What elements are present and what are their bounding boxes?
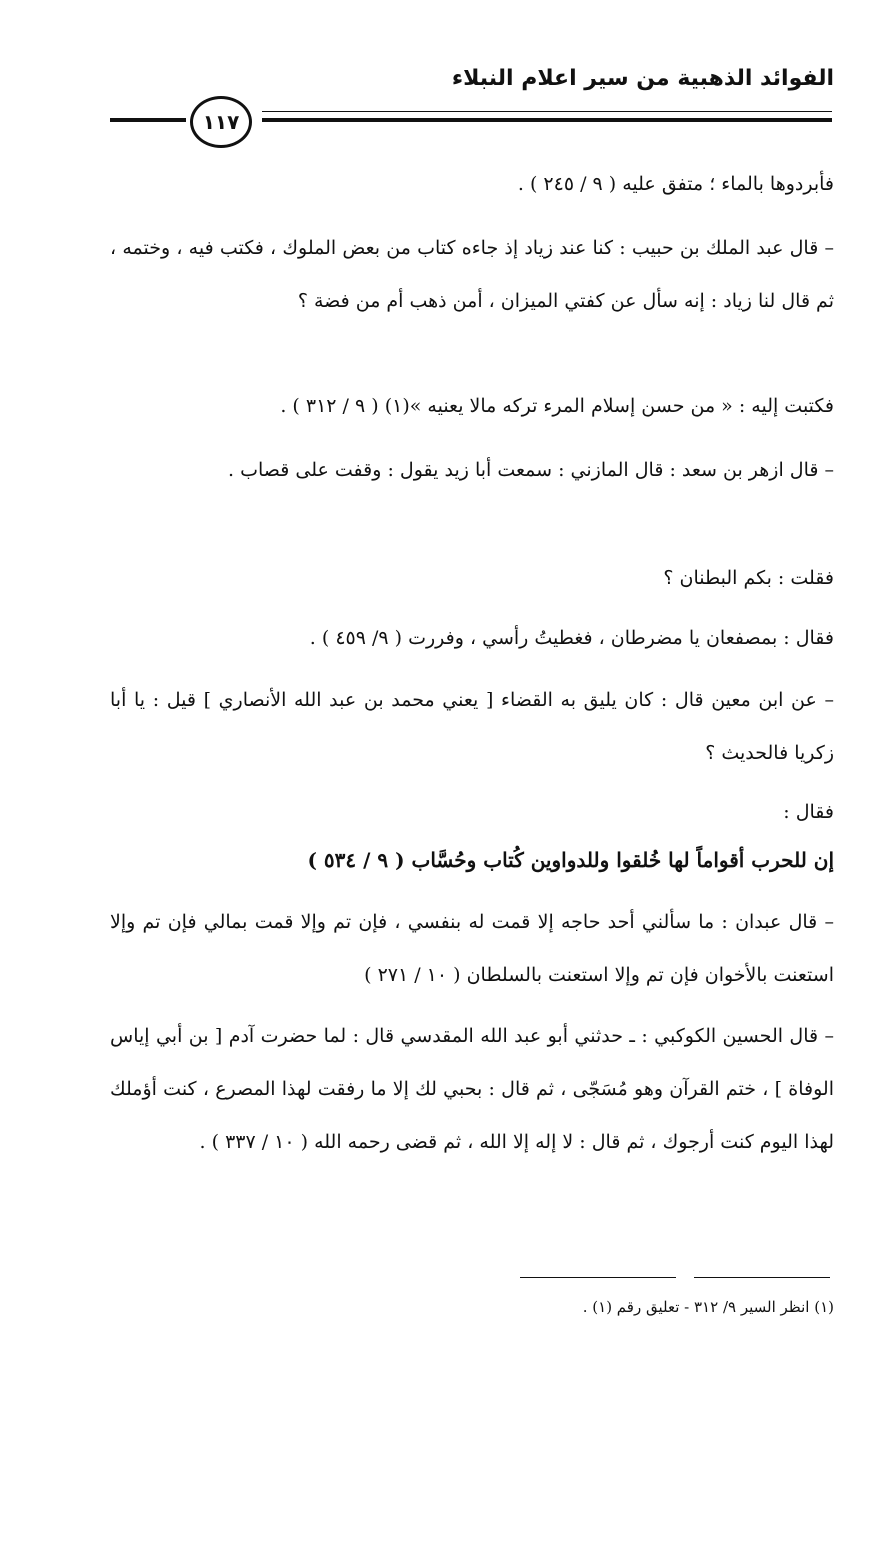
footnote: (١) انظر السير ٩/ ٣١٢ - تعليق رقم (١) . [582, 1298, 834, 1316]
paragraph-1: فأبردوها بالماء ؛ متفق عليه ( ٩ / ٢٤٥ ) . [517, 173, 834, 195]
paragraph-8: فقال : [783, 801, 834, 823]
paragraph-7: – عن ابن معين قال : كان يليق به القضاء [ يعني محمد بن عبد الله الأنصاري ] قيل : يا أبا زكريا فالحديث ؟ [110, 689, 834, 764]
paragraph-5: فقلت : بكم البطنان ؟ [663, 567, 834, 589]
paragraph-4: – قال ازهر بن سعد : قال المازني : سمعت أبا زيد يقول : وقفت على قصاب . [228, 459, 834, 481]
header-rule-right [262, 118, 832, 122]
page-number: ١١٧ [190, 96, 252, 148]
paragraph-3: فكتبت إليه : « من حسن إسلام المرء تركه مالا يعنيه »(١) ( ٩ / ٣١٢ ) . [280, 395, 834, 417]
running-header-title: الفوائد الذهبية من سير اعلام النبلاء [451, 66, 834, 91]
footnote-rule-right [694, 1277, 830, 1278]
footnote-rule-left [520, 1277, 676, 1278]
header-rule-thin [262, 111, 832, 112]
paragraph-10: – قال الحسين الكوكبي : ـ حدثني أبو عبد الله المقدسي قال : لما حضرت آدم [ بن أبي إياس الوفاة ] ، ختم القرآن وهو مُسَجّى ، ثم قال : بحبي لك إلا ما رفقت لهذا المصرع ، كنت أؤملك لهذا اليوم كنت أرجوك ، ثم قال : لا إله إلا الله ، ثم قضى رحمه الله ( ١٠ / ٣٣٧ ) . [110, 1025, 834, 1153]
verse-line: إن للحرب أقواماً لها خُلقوا وللدواوين كُتاب وحُسَّاب ( ٩ / ٥٣٤ ) [307, 848, 834, 872]
paragraph-9: – قال عبدان : ما سألني أحد حاجه إلا قمت له بنفسي ، فإن تم وإلا قمت بمالي فإن تم وإلا استعنت بالأخوان فإن تم وإلا استعنت بالسلطان ( ١٠ / ٢٧١ ) [110, 911, 834, 986]
paragraph-2: – قال عبد الملك بن حبيب : كنا عند زياد إذ جاءه كتاب من بعض الملوك ، فكتب فيه ، وختمه ، ثم قال لنا زياد : إنه سأل عن كفتي الميزان ، أمن ذهب أم من فضة ؟ [110, 237, 834, 312]
paragraph-6: فقال : بمصفعان يا مضرطان ، فغطيتُ رأسي ، وفررت ( ٩/ ٤٥٩ ) . [309, 627, 834, 649]
header-rule-left [110, 118, 186, 122]
